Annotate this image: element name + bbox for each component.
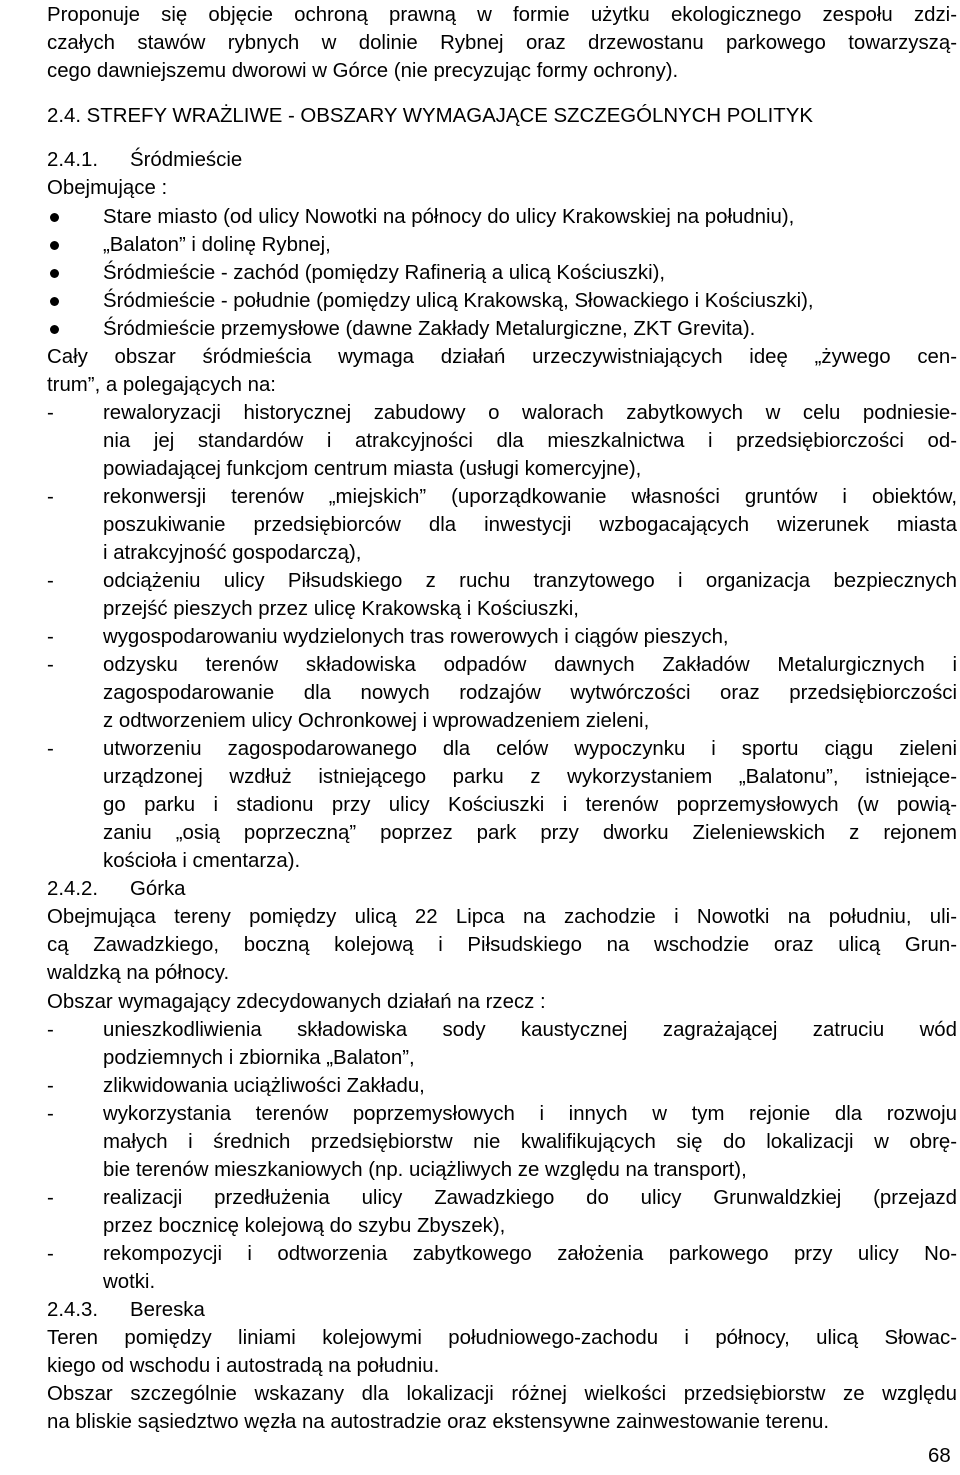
list-item-line: przez bocznicę kolejową do szybu Zbyszek), bbox=[103, 1215, 506, 1237]
subsection-number: 2.4.1. bbox=[47, 149, 99, 171]
bullet-icon bbox=[50, 269, 59, 278]
list-item-line: wygospodarowaniu wydzielonych tras rowerowych i ciągów pieszych, bbox=[103, 626, 729, 648]
bullet-item: Śródmieście przemysłowe (dawne Zakłady Metalurgiczne, ZKT Grevita). bbox=[103, 318, 756, 340]
paragraph-line: Obszar szczególnie wskazany dla lokalizacji różnej wielkości przedsiębiorstw ze względu bbox=[47, 1383, 957, 1405]
list-dash: - bbox=[47, 626, 54, 648]
bullet-item: „Balaton” i dolinę Rybnej, bbox=[103, 234, 331, 256]
paragraph-line: cą Zawadzkiego, boczną kolejową i Piłsudskiego na wschodzie oraz ulicą Grun- bbox=[47, 934, 957, 956]
paragraph-line: waldzką na północy. bbox=[47, 962, 230, 984]
bullet-icon bbox=[50, 241, 59, 250]
list-item-line: rekompozycji i odtworzenia zabytkowego założenia parkowego przy ulicy No- bbox=[103, 1243, 957, 1265]
list-dash: - bbox=[47, 1243, 54, 1265]
list-item-line: rekonwersji terenów „miejskich” (uporządkowanie własności gruntów i obiektów, bbox=[103, 486, 957, 508]
list-item-line: bie terenów mieszkaniowych (np. uciążliwych ze względu na transport), bbox=[103, 1159, 747, 1181]
paragraph-line: Obszar wymagający zdecydowanych działań na rzecz : bbox=[47, 991, 546, 1013]
bullet-icon bbox=[50, 213, 59, 222]
bullet-icon bbox=[50, 297, 59, 306]
paragraph-line: kiego od wschodu i autostradą na południu. bbox=[47, 1355, 440, 1377]
list-item-line: zlikwidowania uciążliwości Zakładu, bbox=[103, 1075, 425, 1097]
bullet-item: Śródmieście - zachód (pomiędzy Rafinerią a ulicą Kościuszki), bbox=[103, 262, 666, 284]
list-item-line: urządzonej wzdłuż istniejącego parku z wykorzystaniem „Balatonu”, istniejące- bbox=[103, 766, 957, 788]
list-item-line: unieszkodliwienia składowiska sody kaustycznej zagrażającej zatruciu wód bbox=[103, 1019, 957, 1041]
paragraph-line: na bliskie sąsiedztwo węzła na autostradzie oraz ekstensywne zainwestowanie terenu. bbox=[47, 1411, 830, 1433]
list-dash: - bbox=[47, 1103, 54, 1125]
paragraph-line: Obejmująca tereny pomiędzy ulicą 22 Lipca na zachodzie i Nowotki na południu, uli- bbox=[47, 906, 957, 928]
list-item-line: i atrakcyjność gospodarczą), bbox=[103, 542, 362, 564]
list-item-line: z odtworzeniem ulicy Ochronkowej i wprowadzeniem zieleni, bbox=[103, 710, 650, 732]
list-item-line: podziemnych i zbiornika „Balaton”, bbox=[103, 1047, 415, 1069]
list-item-line: nia jej standardów i atrakcyjności dla mieszkalnictwa i przedsiębiorczości od- bbox=[103, 430, 957, 452]
list-dash: - bbox=[47, 570, 54, 592]
list-dash: - bbox=[47, 738, 54, 760]
list-dash: - bbox=[47, 654, 54, 676]
list-dash: - bbox=[47, 1019, 54, 1041]
subsection-number: 2.4.2. bbox=[47, 878, 99, 900]
section-heading: 2.4. STREFY WRAŻLIWE - OBSZARY WYMAGAJĄCE SZCZEGÓLNYCH POLITYK bbox=[47, 105, 813, 127]
list-item-line: odciążeniu ulicy Piłsudskiego z ruchu tranzytowego i organizacja bezpiecznych bbox=[103, 570, 957, 592]
list-item-line: rewaloryzacji historycznej zabudowy o walorach zabytkowych w celu podniesie- bbox=[103, 402, 957, 424]
subsection-title: Śródmieście bbox=[130, 149, 243, 171]
list-dash: - bbox=[47, 486, 54, 508]
subsection-title: Górka bbox=[130, 878, 186, 900]
paragraph-line: Cały obszar śródmieścia wymaga działań urzeczywistniających ideę „żywego cen- bbox=[47, 346, 957, 368]
subsection-title: Bereska bbox=[130, 1299, 205, 1321]
list-item-line: zagospodarowanie dla nowych rodzajów wytwórczości oraz przedsiębiorczości bbox=[103, 682, 957, 704]
intro-line: cego dawniejszemu dworowi w Górce (nie precyzując formy ochrony). bbox=[47, 60, 679, 82]
list-item-line: go parku i stadionu przy ulicy Kościuszki i terenów poprzemysłowych (w powią- bbox=[103, 794, 957, 816]
list-item-line: małych i średnich przedsiębiorstw nie kwalifikujących się do lokalizacji w obrę- bbox=[103, 1131, 957, 1153]
list-dash: - bbox=[47, 1075, 54, 1097]
subsection-number: 2.4.3. bbox=[47, 1299, 99, 1321]
intro-line: Proponuje się objęcie ochroną prawną w formie użytku ekologicznego zespołu zdzi- bbox=[47, 4, 957, 26]
list-item-line: wotki. bbox=[103, 1271, 156, 1293]
list-item-line: przejść pieszych przez ulicę Krakowską i Kościuszki, bbox=[103, 598, 579, 620]
list-item-line: kościoła i cmentarza). bbox=[103, 850, 301, 872]
list-item-line: zaniu „osią poprzeczną” poprzez park przy dworku Zieleniewskich z rejonem bbox=[103, 822, 957, 844]
paragraph-line: trum”, a polegających na: bbox=[47, 374, 276, 396]
bullet-item: Stare miasto (od ulicy Nowotki na północy do ulicy Krakowskiej na południu), bbox=[103, 206, 795, 228]
list-item-line: realizacji przedłużenia ulicy Zawadzkiego do ulicy Grunwaldzkiej (przejazd bbox=[103, 1187, 957, 1209]
list-item-line: wykorzystania terenów poprzemysłowych i innych w tym rejonie dla rozwoju bbox=[103, 1103, 957, 1125]
list-dash: - bbox=[47, 1187, 54, 1209]
subsection-intro: Obejmujące : bbox=[47, 177, 168, 199]
bullet-icon bbox=[50, 325, 59, 334]
paragraph-line: Teren pomiędzy liniami kolejowymi południowego-zachodu i północy, ulicą Słowac- bbox=[47, 1327, 957, 1349]
bullet-item: Śródmieście - południe (pomiędzy ulicą Krakowską, Słowackiego i Kościuszki), bbox=[103, 290, 814, 312]
list-item-line: poszukiwanie przedsiębiorców dla inwestycji wzbogacających wizerunek miasta bbox=[103, 514, 957, 536]
list-item-line: utworzeniu zagospodarowanego dla celów wypoczynku i sportu ciągu zieleni bbox=[103, 738, 957, 760]
page-number: 68 bbox=[928, 1445, 951, 1467]
intro-line: czałych stawów rybnych w dolinie Rybnej oraz drzewostanu parkowego towarzyszą- bbox=[47, 32, 957, 54]
list-item-line: powiadającej funkcjom centrum miasta (usługi komercyjne), bbox=[103, 458, 642, 480]
list-dash: - bbox=[47, 402, 54, 424]
list-item-line: odzysku terenów składowiska odpadów dawnych Zakładów Metalurgicznych i bbox=[103, 654, 957, 676]
